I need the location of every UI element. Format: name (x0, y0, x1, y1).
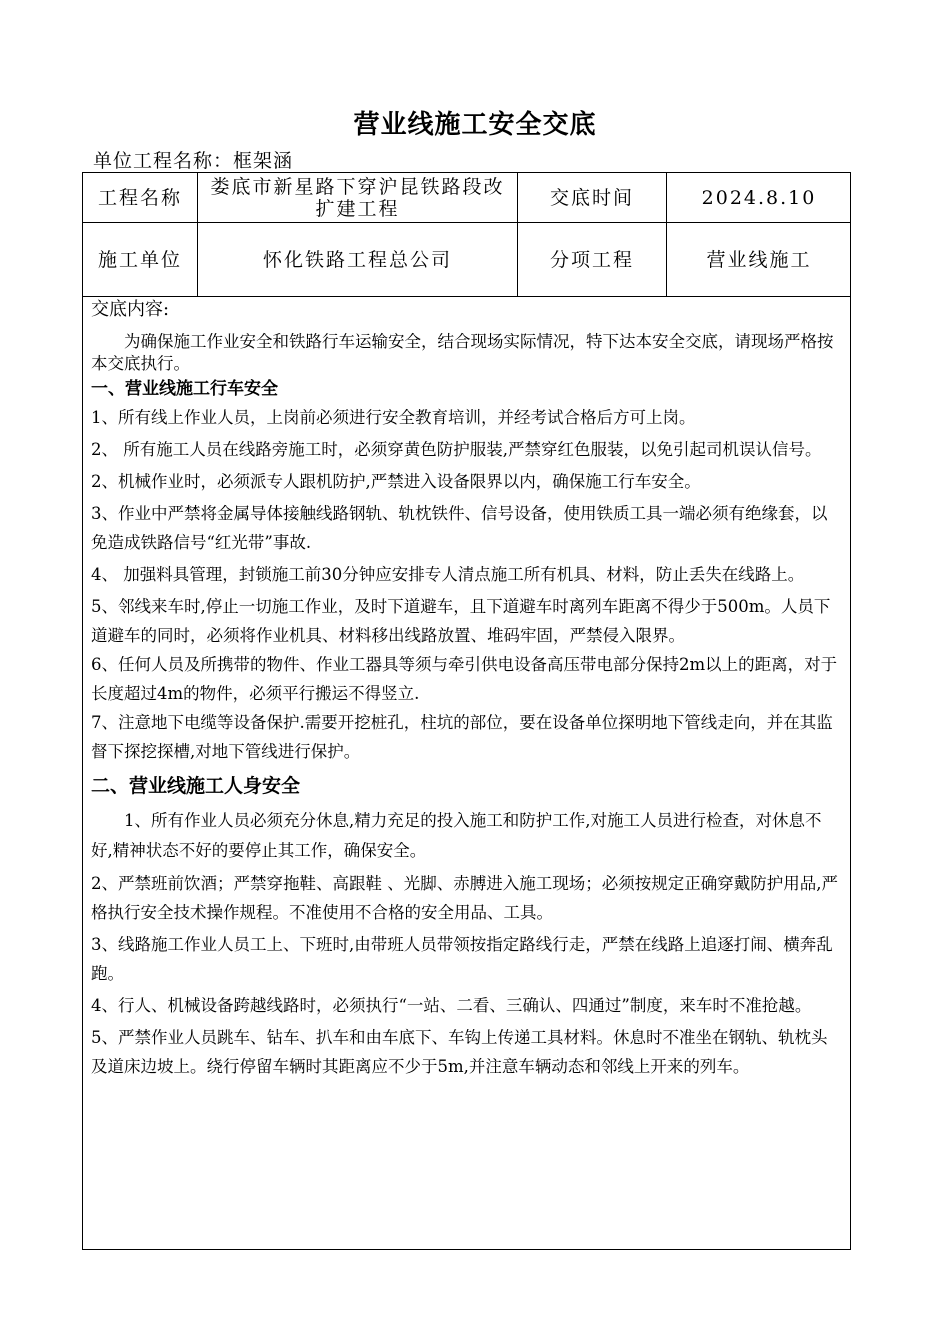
unit-project-name: 单位工程名称：框架涵 (93, 150, 294, 172)
section1-item: 6、任何人员及所携带的物件、作业工器具等须与牵引供电设备高压带电部分保持2m以上的距离，对于长度超过4m的物件，必须平行搬运不得竖立. (91, 655, 838, 703)
disclosure-table (82, 172, 851, 1250)
section1-item: 2、机械作业时，必须派专人跟机防护,严禁进入设备限界以内，确保施工行车安全。 (91, 472, 701, 491)
project-name-label: 工程名称 (97, 186, 182, 209)
section1-item: 7、注意地下电缆等设备保护.需要开挖桩孔，柱坑的部位，要在设备单位探明地下管线走向，并在其监督下探挖探槽,对地下管线进行保护。 (91, 713, 833, 761)
disclosure-content (91, 297, 843, 1081)
sub-project-value: 营业线施工 (706, 248, 812, 271)
content-label: 交底内容: (91, 299, 170, 320)
intro-paragraph: 为确保施工作业安全和铁路行车运输安全，结合现场实际情况，特下达本安全交底，请现场严格按本交底执行。 (91, 332, 834, 373)
section1-item: 2、 所有施工人员在线路旁施工时，必须穿黄色防护服装,严禁穿红色服装，以免引起司机误认信号。 (91, 440, 822, 459)
construction-unit-label: 施工单位 (97, 248, 182, 271)
section2-heading: 二、营业线施工人身安全 (91, 775, 301, 797)
section1-heading: 一、营业线施工行车安全 (91, 379, 278, 399)
section1-item: 3、作业中严禁将金属导体接触线路钢轨、轨枕铁件、信号设备，使用铁质工具一端必须有绝缘套，以免造成铁路信号“红光带”事故. (91, 504, 828, 552)
section2-item: 1、所有作业人员必须充分休息,精力充足的投入施工和防护工作,对施工人员进行检查，对休息不好,精神状态不好的要停止其工作，确保安全。 (91, 811, 822, 860)
disclosure-time-value: 2024.8.10 (701, 186, 817, 209)
sub-project-label: 分项工程 (549, 248, 634, 271)
section1-item: 4、 加强料具管理，封锁施工前30分钟应安排专人清点施工所有机具、材料，防止丢失在线路上。 (91, 565, 805, 584)
construction-unit-value: 怀化铁路工程总公司 (262, 248, 452, 271)
section1-item: 1、所有线上作业人员，上岗前必须进行安全教育培训，并经考试合格后方可上岗。 (91, 408, 696, 427)
section1-item: 5、邻线来车时,停止一切施工作业，及时下道避车，且下道避车时离列车距离不得少于500m。人员下道避车的同时，必须将作业机具、材料移出线路放置、堆码牢固，严禁侵入限界。 (91, 597, 831, 645)
section2-item: 2、严禁班前饮酒；严禁穿拖鞋、高跟鞋 、光脚、赤膊进入施工现场；必须按规定正确穿戴防护用品,严格执行安全技术操作规程。不准使用不合格的安全用品、工具。 (91, 874, 838, 922)
section2-item: 5、严禁作业人员跳车、钻车、扒车和由车底下、车钩上传递工具材料。休息时不准坐在钢轨、轨枕头及道床边坡上。绕行停留车辆时其距离应不少于5m,并注意车辆动态和邻线上开来的列车。 (91, 1028, 828, 1076)
project-name-value: 娄底市新星路下穿沪昆铁路段改扩建工程 (210, 175, 505, 220)
section2-item: 4、行人、机械设备跨越线路时，必须执行“一站、二看、三确认、四通过”制度，来车时不准抢越。 (91, 996, 812, 1015)
document-title: 营业线施工安全交底 (353, 110, 597, 140)
section2-item: 3、线路施工作业人员工上、下班时,由带班人员带领按指定路线行走，严禁在线路上追逐打闹、横奔乱跑。 (91, 935, 833, 983)
disclosure-time-label: 交底时间 (549, 186, 634, 209)
